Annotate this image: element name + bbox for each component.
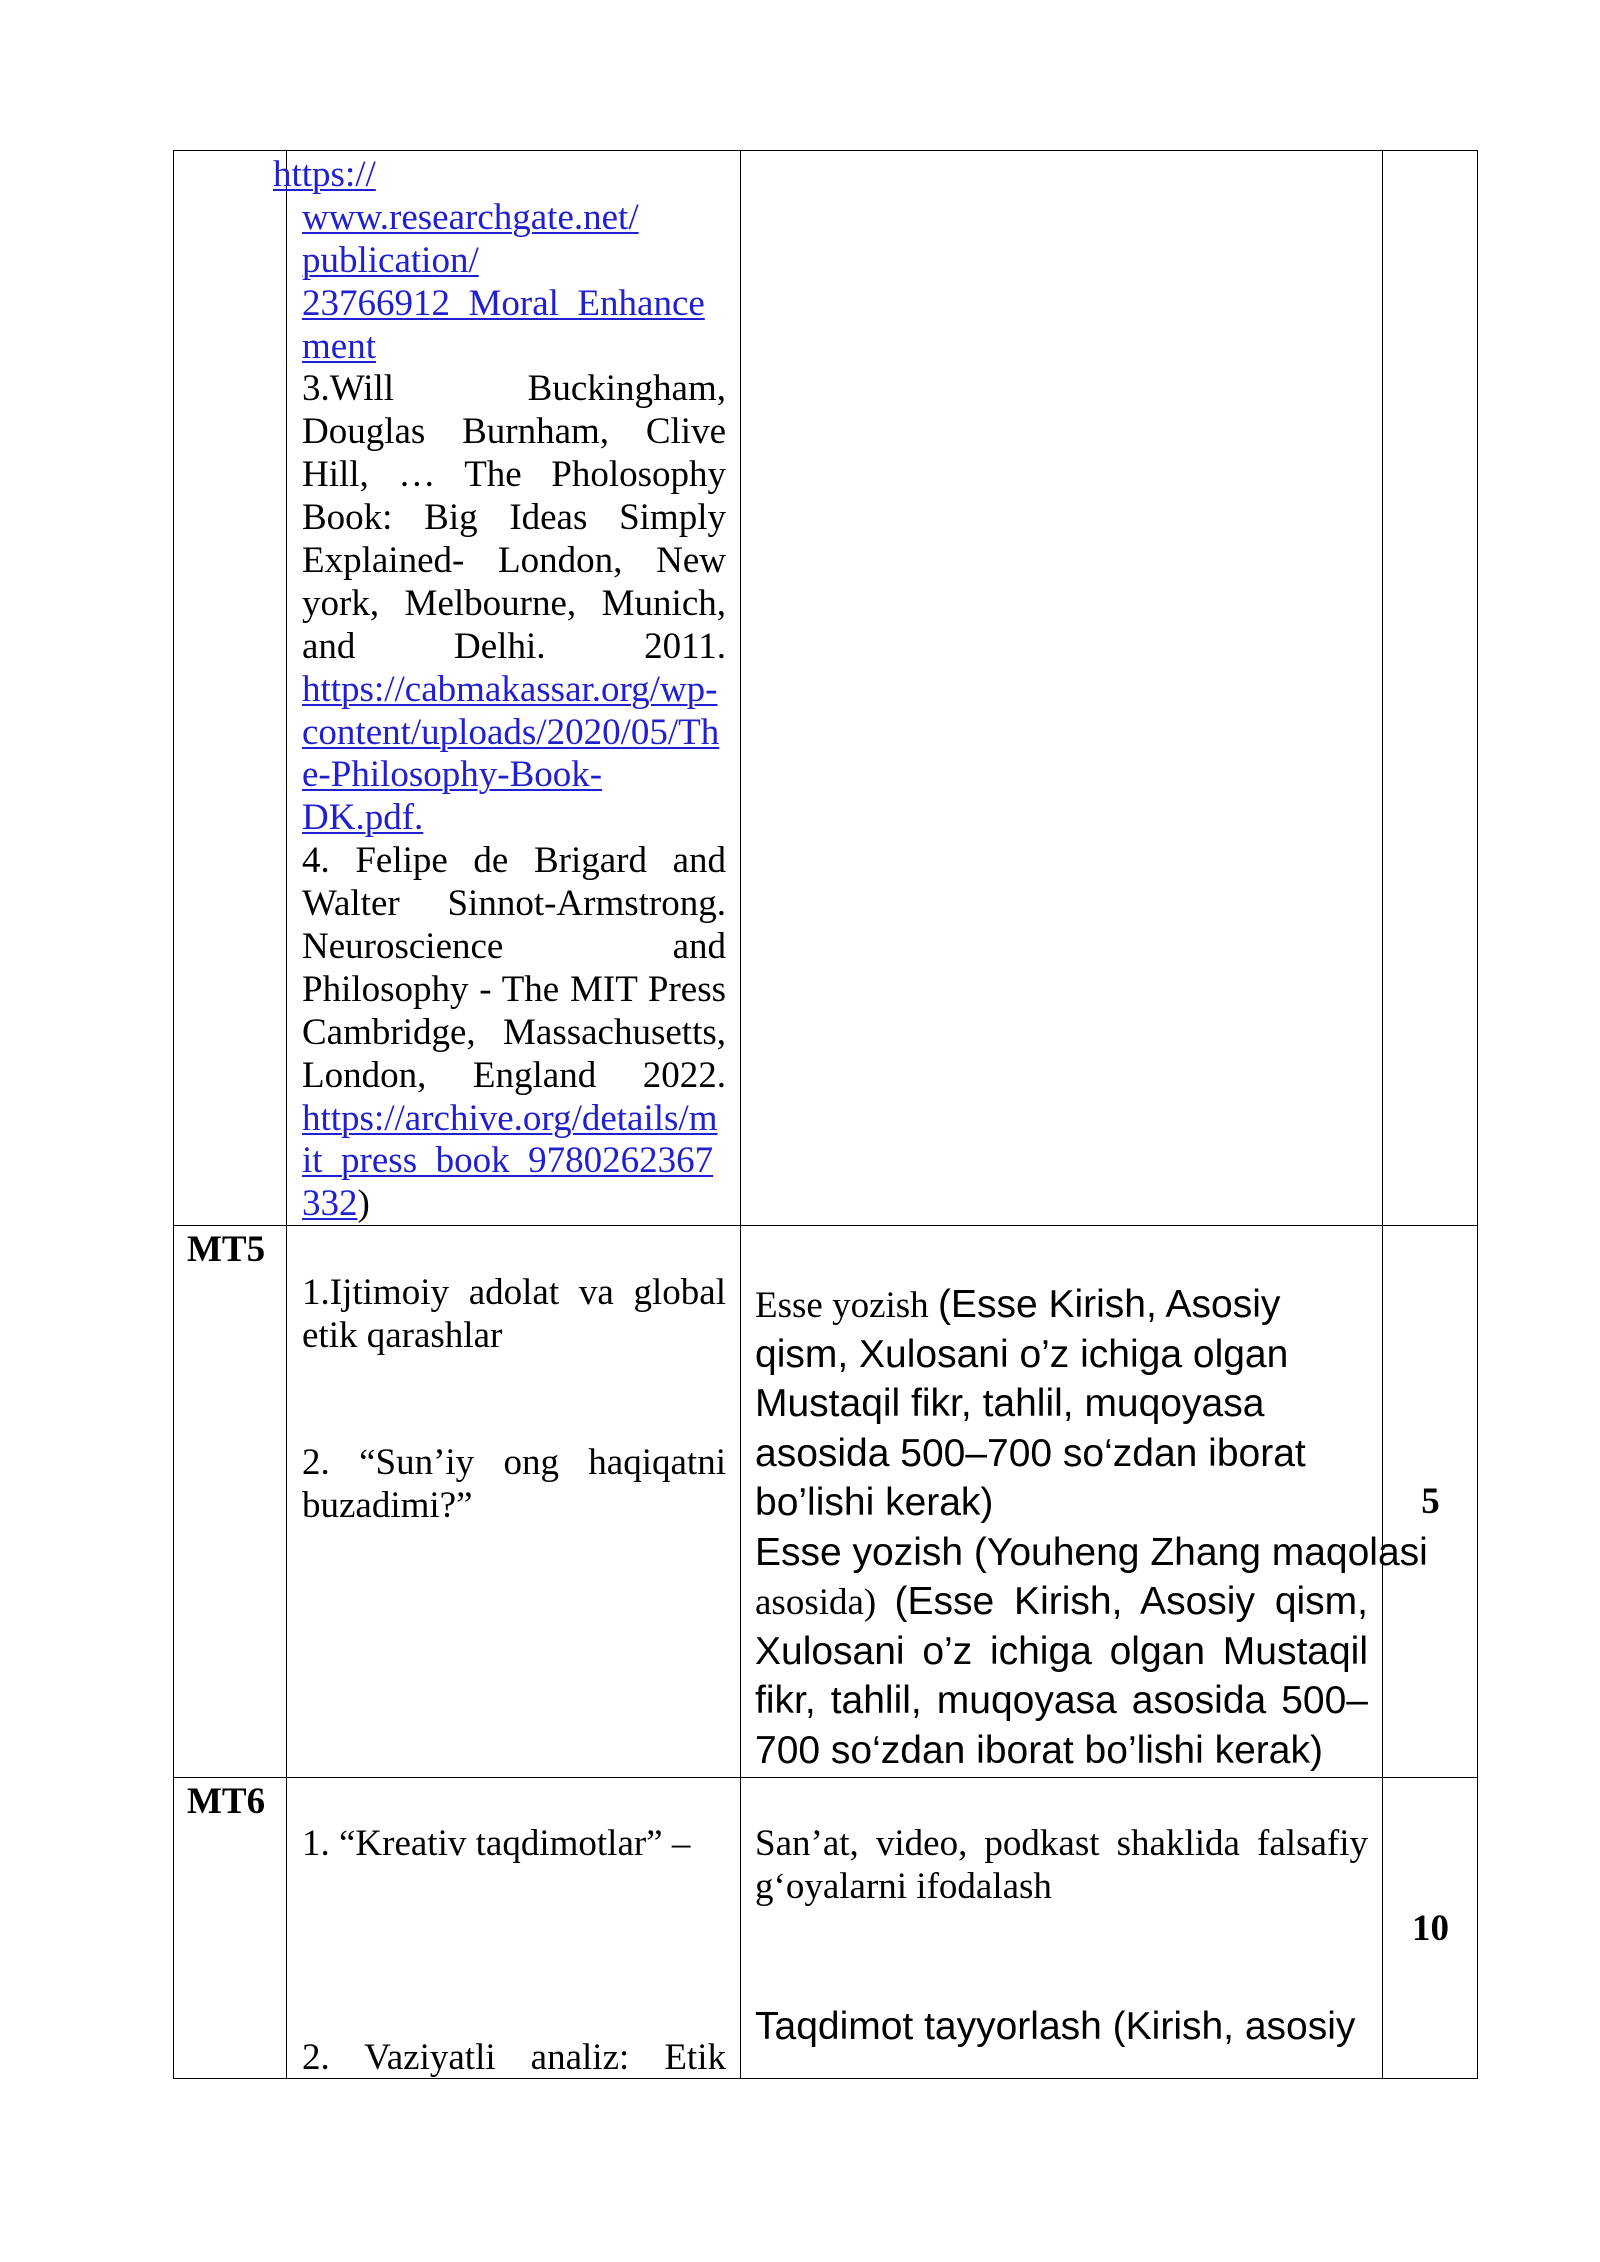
row-1-tasks-cell	[740, 150, 1382, 1225]
essay-2-label: asosida)	[755, 1582, 895, 1623]
essay-2-line: Xulosani o’z ichiga olgan Mustaqil	[755, 1629, 1368, 1673]
reference-4-line: Walter Sinnot-Armstrong.	[302, 883, 726, 925]
reference-4-line: Neuroscience and	[302, 926, 726, 968]
mt5-tasks	[755, 1226, 1428, 1775]
essay-1-line: qism, Xulosani o’z ichiga olgan	[755, 1332, 1289, 1376]
topic-1-line: 1. “Kreativ taqdimotlar” –	[302, 1823, 691, 1864]
reference-3-line: Hill, … The Pholosophy	[302, 454, 726, 496]
row-mt5-code-cell	[173, 1225, 286, 1777]
row-mt5-topics-cell	[286, 1225, 740, 1777]
row-1-resources-cell	[273, 150, 740, 1225]
row-mt5-score-cell	[1382, 1225, 1478, 1777]
essay-2-line	[755, 1577, 1368, 1627]
topic-2-line: 2. “Sun’iy ong haqiqatni	[302, 1441, 726, 1483]
row-1-code-cell	[173, 150, 286, 1225]
reference-4-line: 4. Felipe de Brigard and	[302, 840, 726, 882]
row-mt6-topics-cell	[286, 1777, 740, 2079]
row-mt6-code-cell	[173, 1777, 286, 2079]
task-1-line: g‘oyalarni ifodalash	[755, 1865, 1052, 1907]
essay-1-line	[755, 1280, 1368, 1330]
mt6-topics	[302, 1778, 726, 2080]
row-code-mt6: MT6	[187, 1781, 266, 1822]
reference-3-line: 3.Will Buckingham,	[302, 368, 726, 410]
researchgate-link-line[interactable]: 23766912_Moral_Enhance	[302, 282, 705, 324]
essay-2-line: fikr, tahlil, muqoyasa asosida 500–	[755, 1679, 1368, 1722]
task-2-line: Taqdimot tayyorlash (Kirish, asosiy	[755, 2004, 1356, 2048]
mt5-topics	[302, 1226, 726, 1528]
essay-1-line: bo’lishi kerak)	[755, 1481, 994, 1524]
topic-2-line: buzadimi?”	[302, 1484, 473, 1526]
reference-3-line: Douglas Burnham, Clive	[302, 411, 726, 453]
essay-1-text: (Esse Kirish, Asosiy	[937, 1283, 1281, 1326]
cabmakassar-link-line[interactable]: DK.pdf.	[302, 797, 424, 839]
mt6-tasks	[755, 1778, 1368, 2051]
researchgate-link-line[interactable]: www.researchgate.net/	[302, 196, 639, 238]
reference-4-line: Cambridge, Massachusetts,	[302, 1011, 726, 1053]
row-mt6-score-cell	[1382, 1777, 1478, 2079]
course-task-table	[173, 150, 1478, 2079]
reference-4-line: London, England 2022.	[302, 1054, 726, 1096]
topic-1-line: 1.Ijtimoiy adolat va global	[302, 1272, 726, 1313]
essay-2-text: (Esse Kirish, Asosiy qism,	[894, 1580, 1368, 1623]
row-code-mt5: MT5	[187, 1229, 266, 1270]
topic-1-line: etik qarashlar	[302, 1314, 503, 1356]
cabmakassar-link-line[interactable]: e-Philosophy-Book-	[302, 754, 603, 796]
task-1-line: San’at, video, podkast shaklida falsafiy	[755, 1823, 1368, 1864]
closing-paren: )	[357, 1183, 370, 1225]
essay-1-line: Mustaqil fikr, tahlil, muqoyasa	[755, 1382, 1265, 1425]
archive-link-line[interactable]: 332	[302, 1183, 358, 1225]
researchgate-link-line[interactable]: https://	[273, 154, 376, 195]
row-mt6-tasks-cell	[740, 1777, 1382, 2079]
archive-link-line[interactable]: it_press_book_9780262367	[302, 1140, 714, 1182]
essay-2-line: 700 so‘zdan iborat bo’lishi kerak)	[755, 1728, 1323, 1772]
essay-1-line: asosida 500–700 so‘zdan iborat	[755, 1431, 1306, 1475]
row-mt5-tasks-cell	[740, 1225, 1428, 1777]
reference-3-line: Book: Big Ideas Simply	[302, 497, 726, 539]
resources-list	[273, 151, 726, 1226]
essay-1-label: Esse yozish	[755, 1285, 938, 1326]
archive-link-line[interactable]: https://archive.org/details/m	[302, 1097, 718, 1139]
reference-4-line: Philosophy - The MIT Press	[302, 968, 726, 1010]
cabmakassar-link-line[interactable]: content/uploads/2020/05/Th	[302, 711, 720, 753]
researchgate-link-line[interactable]: ment	[302, 325, 376, 367]
reference-3-line: and Delhi. 2011.	[302, 625, 726, 667]
essay-2-label-line: Esse yozish (Youheng Zhang maqolasi	[755, 1530, 1428, 1574]
archive-link-last-line	[302, 1183, 726, 1226]
topic-2-line: 2. Vaziyatli analiz: Etik	[302, 2036, 726, 2078]
score-value: 10	[1412, 1908, 1449, 1949]
reference-3-line: york, Melbourne, Munich,	[302, 582, 726, 624]
cabmakassar-link-line[interactable]: https://cabmakassar.org/wp-	[302, 668, 718, 710]
researchgate-link-line[interactable]: publication/	[302, 239, 479, 281]
score-value: 5	[1421, 1481, 1440, 1522]
reference-3-line: Explained- London, New	[302, 540, 726, 582]
row-1-score-cell	[1382, 150, 1478, 1225]
